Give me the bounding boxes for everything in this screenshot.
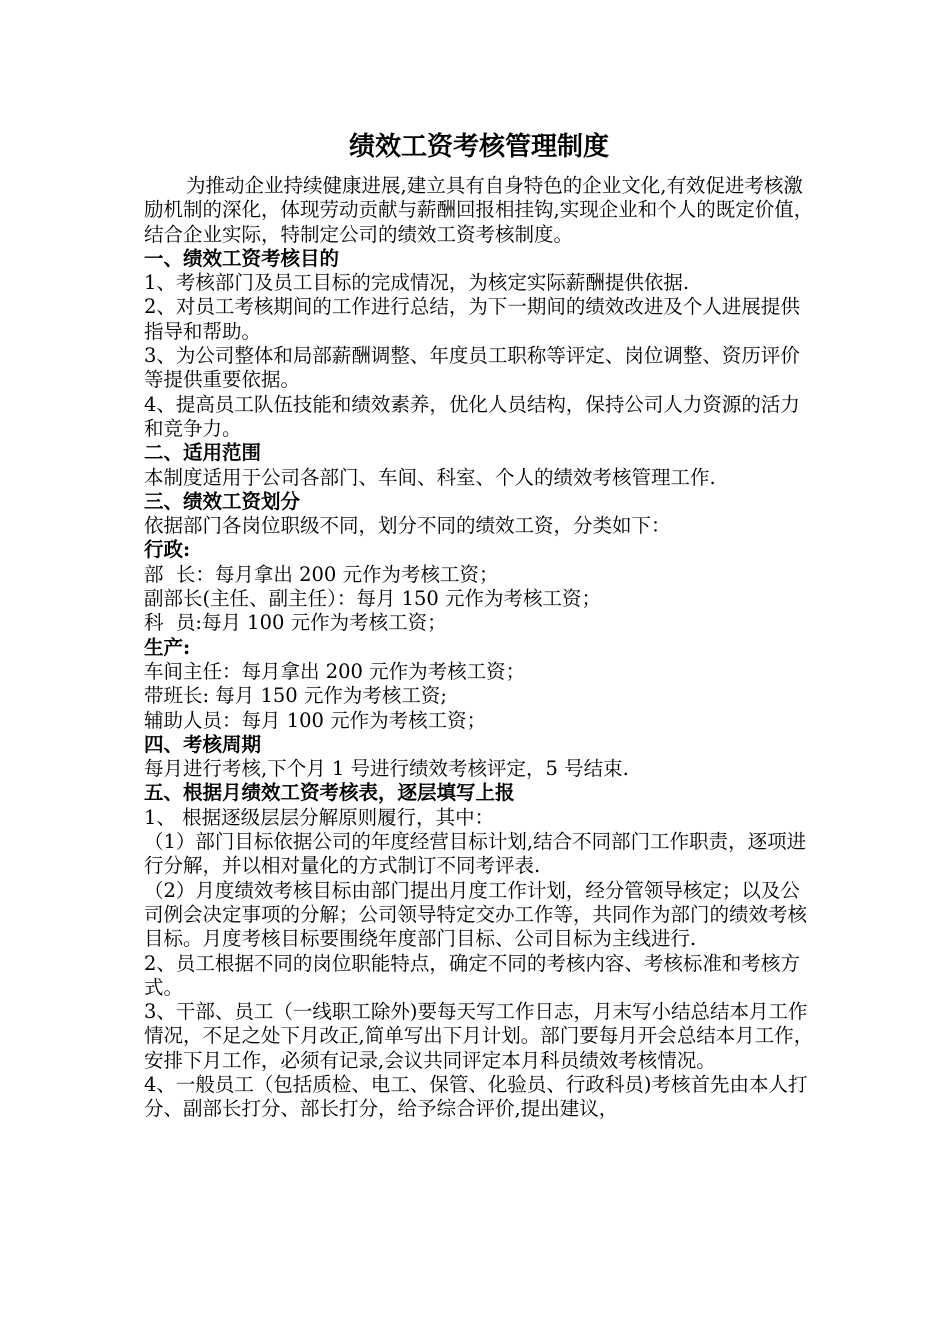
- admin-item-deputy: 副部长(主任、副主任）：每月 150 元作为考核工资；: [144, 587, 601, 611]
- purpose-item-4: 4、提高员工队伍技能和绩效素养，优化人员结构，保持公司人力资源的活力和竞争力。: [144, 392, 800, 440]
- document-title: 绩效工资考核管理制度: [348, 132, 609, 162]
- intro-paragraph: 为推动企业持续健康进展,建立具有自身特色的企业文化,有效促进考核激励机制的深化，体现劳动贡献与薪酬回报相挂钩,实现企业和个人的既定价值，结合企业实际，特制定公司的绩效工资考核制度。: [144, 174, 814, 246]
- section-heading-4: 四、考核周期: [144, 732, 262, 756]
- report-item-1-sub-1: （1）部门目标依据公司的年度经营目标计划,结合不同部门工作职责，逐项进行分解，并以相对量化的方式制订不同考评表.: [144, 830, 807, 878]
- admin-item-minister: 部 长：每月拿出 200 元作为考核工资；: [144, 562, 499, 586]
- production-item-assistant: 辅助人员：每月 100 元作为考核工资；: [144, 708, 487, 732]
- admin-subheading: 行政:: [144, 538, 191, 562]
- section-heading-5: 五、根据月绩效工资考核表，逐层填写上报: [144, 781, 515, 805]
- document-body: [144, 128, 814, 1122]
- production-item-shift-leader: 带班长: 每月 150 元作为考核工资;: [144, 684, 447, 708]
- scope-paragraph: 本制度适用于公司各部门、车间、科室、个人的绩效考核管理工作.: [144, 465, 716, 489]
- division-intro: 依据部门各岗位职级不同，划分不同的绩效工资，分类如下：: [144, 514, 671, 538]
- report-item-3: 3、干部、员工（一线职工除外)要每天写工作日志，月末写小结总结本月工作情况，不足之处下月改正,简单写出下月计划。部门要每月开会总结本月工作，安排下月工作，必须有记录,会议共同评定本月科员绩效考核情况。: [144, 1000, 814, 1072]
- admin-item-staff: 科 员:每月 100 元作为考核工资；: [144, 611, 447, 635]
- report-item-1: 1、 根据逐级层层分解原则履行，其中：: [144, 805, 495, 829]
- purpose-item-1: 1、考核部门及员工目标的完成情况，为核定实际薪酬提供依据.: [144, 271, 690, 295]
- report-item-4: 4、一般员工（包括质检、电工、保管、化验员、行政科员)考核首先由本人打分、副部长打分、部长打分，给予综合评价,提出建议，: [144, 1072, 808, 1121]
- purpose-item-2: 2、对员工考核期间的工作进行总结，为下一期间的绩效改进及个人进展提供指导和帮助。: [144, 295, 800, 343]
- report-item-1-sub-2: （2）月度绩效考核目标由部门提出月度工作计划，经分管领导核定；以及公司例会决定事项的分解；公司领导特定交办工作等，共同作为部门的绩效考核目标。月度考核目标要围绕年度部门目标、公司目标为主线进行.: [144, 878, 808, 951]
- production-subheading: 生产:: [144, 635, 191, 659]
- section-heading-3: 三、绩效工资划分: [144, 489, 301, 513]
- purpose-item-3: 3、为公司整体和局部薪酬调整、年度员工职称等评定、岗位调整、资历评价等提供重要依据。: [144, 344, 800, 392]
- production-item-director: 车间主任：每月拿出 200 元作为考核工资；: [144, 659, 526, 683]
- cycle-paragraph: 每月进行考核,下个月 1 号进行绩效考核评定，5 号结束.: [144, 757, 629, 781]
- report-item-2: 2、员工根据不同的岗位职能特点，确定不同的考核内容、考核标准和考核方式。: [144, 951, 800, 999]
- section-heading-2: 二、适用范围: [144, 441, 262, 465]
- section-heading-1: 一、绩效工资考核目的: [144, 246, 340, 270]
